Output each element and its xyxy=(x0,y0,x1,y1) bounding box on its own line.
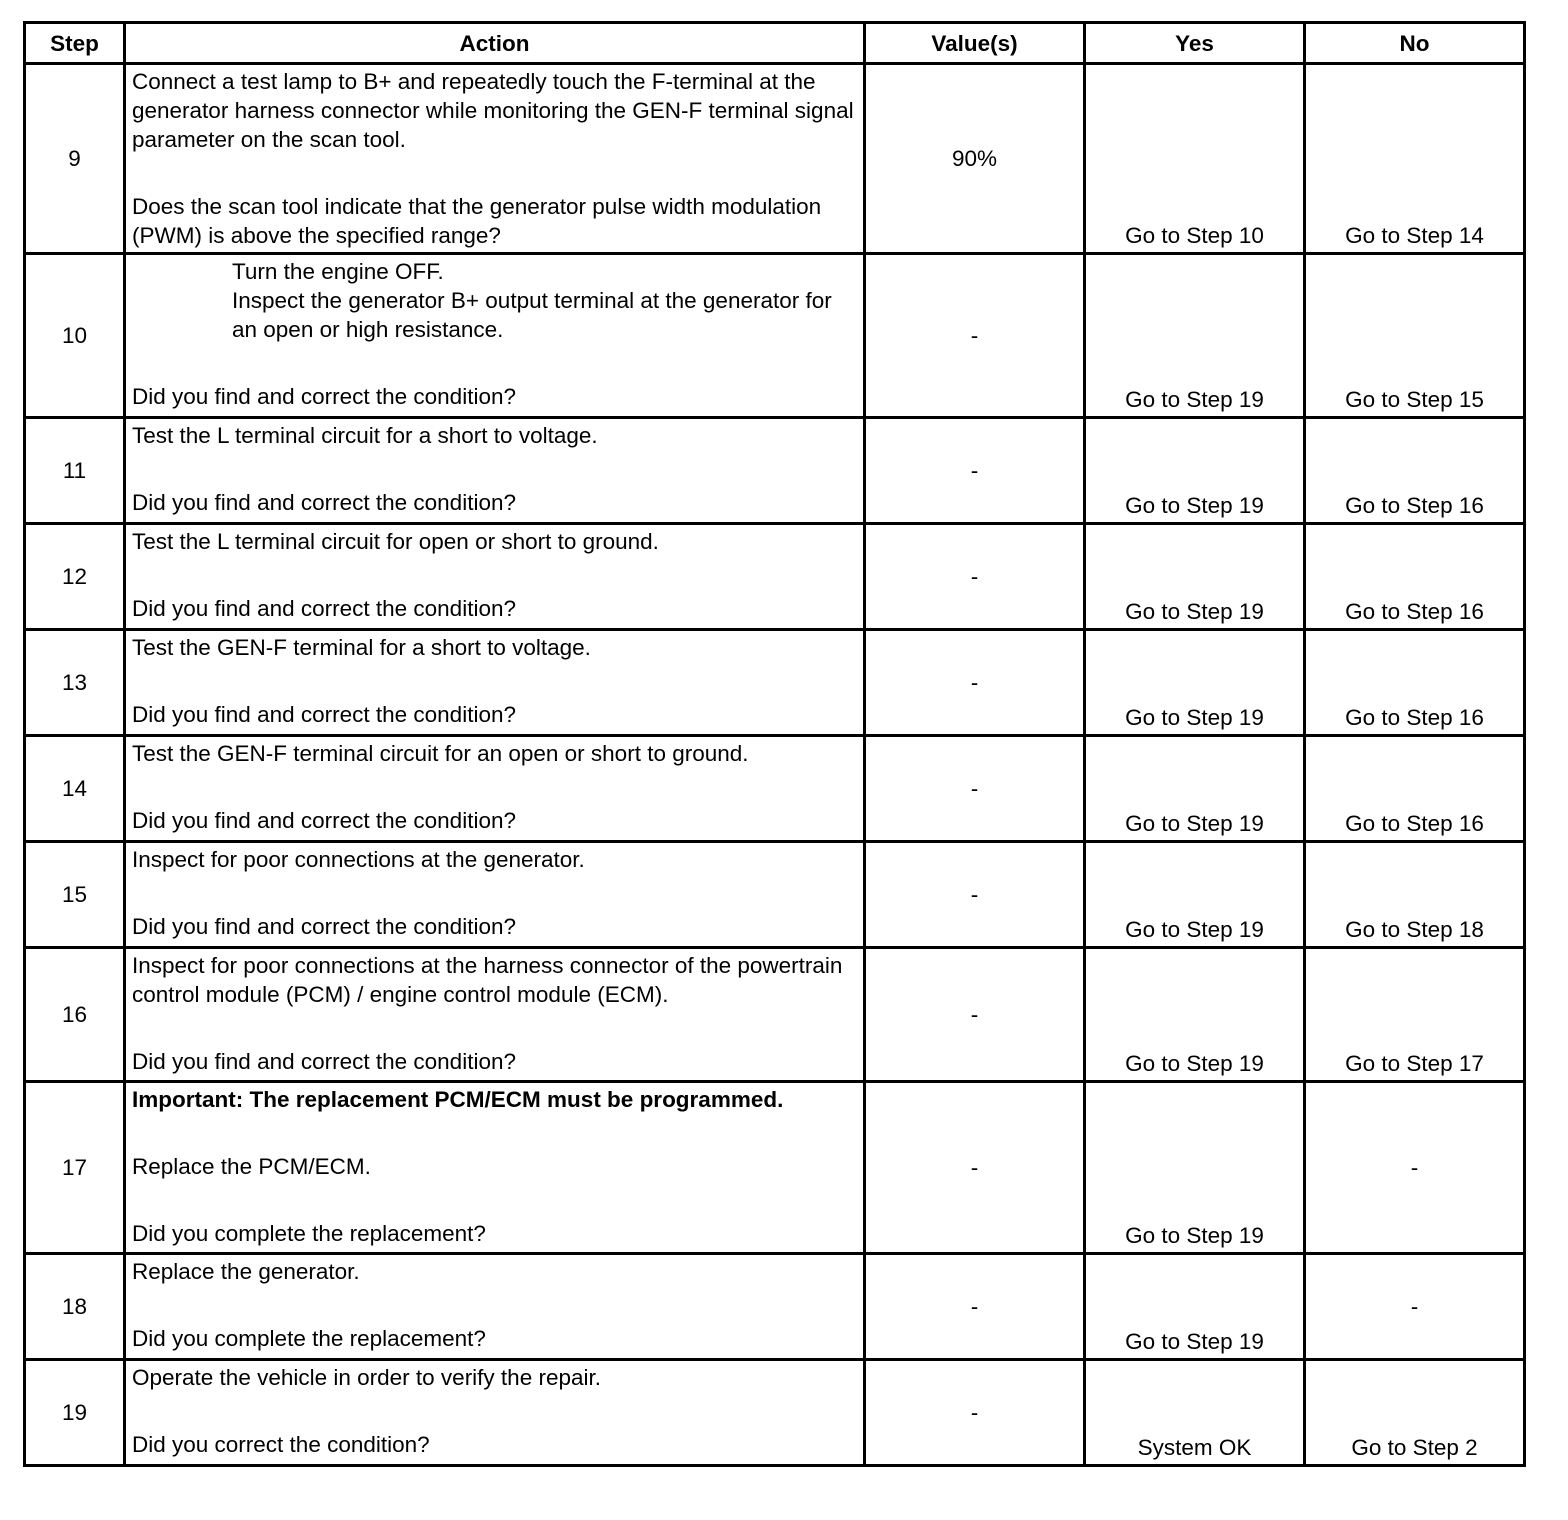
table-row xyxy=(25,254,1525,418)
table-row xyxy=(25,1254,1525,1360)
table-row xyxy=(25,842,1525,948)
no-cell: Go to Step 16 xyxy=(1305,630,1525,736)
yes-cell: Go to Step 19 xyxy=(1085,842,1305,948)
no-cell: Go to Step 16 xyxy=(1305,736,1525,842)
values-cell: - xyxy=(865,254,1085,418)
step-number: 9 xyxy=(25,64,125,254)
yes-cell: System OK xyxy=(1085,1360,1305,1466)
values-cell: - xyxy=(865,842,1085,948)
values-cell: - xyxy=(865,1082,1085,1254)
yes-cell: Go to Step 19 xyxy=(1085,736,1305,842)
spacer xyxy=(132,1181,857,1219)
table-row xyxy=(25,1082,1525,1254)
action-question: Does the scan tool indicate that the generator pulse width modulation (PWM) is above the specified range? xyxy=(132,194,822,248)
step-number: 19 xyxy=(25,1360,125,1466)
action-text: Replace the generator. xyxy=(132,1259,360,1284)
action-question: Did you find and correct the condition? xyxy=(132,702,516,727)
action-question: Did you complete the replacement? xyxy=(132,1221,486,1246)
step-number: 11 xyxy=(25,418,125,524)
header-step: Step xyxy=(25,23,125,64)
action-cell xyxy=(125,64,865,254)
values-cell: - xyxy=(865,630,1085,736)
spacer xyxy=(132,154,857,192)
step-number: 13 xyxy=(25,630,125,736)
spacer xyxy=(132,1009,857,1047)
header-values: Value(s) xyxy=(865,23,1085,64)
action-text: Inspect for poor connections at the generator. xyxy=(132,847,585,872)
header-no: No xyxy=(1305,23,1525,64)
table-row xyxy=(25,524,1525,630)
no-cell: - xyxy=(1305,1254,1525,1360)
spacer xyxy=(132,556,857,594)
table-row xyxy=(25,1360,1525,1466)
no-cell: Go to Step 14 xyxy=(1305,64,1525,254)
table-row xyxy=(25,736,1525,842)
values-cell: - xyxy=(865,524,1085,630)
action-cell xyxy=(125,1254,865,1360)
yes-cell: Go to Step 19 xyxy=(1085,418,1305,524)
action-cell xyxy=(125,524,865,630)
no-cell: Go to Step 2 xyxy=(1305,1360,1525,1466)
no-cell: Go to Step 16 xyxy=(1305,524,1525,630)
spacer xyxy=(132,1114,857,1152)
action-cell xyxy=(125,1360,865,1466)
no-cell: Go to Step 17 xyxy=(1305,948,1525,1082)
table-row xyxy=(25,948,1525,1082)
action-cell xyxy=(125,630,865,736)
spacer xyxy=(132,662,857,700)
no-cell: Go to Step 18 xyxy=(1305,842,1525,948)
yes-cell: Go to Step 10 xyxy=(1085,64,1305,254)
important-note: Important: The replacement PCM/ECM must be programmed. xyxy=(132,1087,784,1112)
spacer xyxy=(132,1392,857,1430)
action-cell xyxy=(125,1082,865,1254)
table-row xyxy=(25,418,1525,524)
action-text: Replace the PCM/ECM. xyxy=(132,1154,371,1179)
action-text: Inspect for poor connections at the harness connector of the powertrain control module (PCM) / engine control module (ECM). xyxy=(132,953,843,1007)
action-text: Inspect the generator B+ output terminal at the generator for an open or high resistance. xyxy=(232,288,832,342)
action-question: Did you correct the condition? xyxy=(132,1432,430,1457)
action-question: Did you find and correct the condition? xyxy=(132,490,516,515)
no-cell: - xyxy=(1305,1082,1525,1254)
yes-cell: Go to Step 19 xyxy=(1085,254,1305,418)
yes-cell: Go to Step 19 xyxy=(1085,630,1305,736)
yes-cell: Go to Step 19 xyxy=(1085,524,1305,630)
spacer xyxy=(132,1286,857,1324)
step-number: 16 xyxy=(25,948,125,1082)
action-text: Operate the vehicle in order to verify the repair. xyxy=(132,1365,601,1390)
action-text: Test the GEN-F terminal circuit for an open or short to ground. xyxy=(132,741,749,766)
action-cell xyxy=(125,736,865,842)
action-text: Turn the engine OFF. xyxy=(232,259,444,284)
action-text: Test the GEN-F terminal for a short to voltage. xyxy=(132,635,591,660)
header-yes: Yes xyxy=(1085,23,1305,64)
step-number: 14 xyxy=(25,736,125,842)
step-number: 18 xyxy=(25,1254,125,1360)
values-cell: - xyxy=(865,1360,1085,1466)
yes-cell: Go to Step 19 xyxy=(1085,948,1305,1082)
action-question: Did you find and correct the condition? xyxy=(132,596,516,621)
action-question: Did you find and correct the condition? xyxy=(132,1049,516,1074)
header-row xyxy=(25,23,1525,64)
action-cell xyxy=(125,842,865,948)
step-number: 12 xyxy=(25,524,125,630)
action-cell xyxy=(125,948,865,1082)
spacer xyxy=(132,768,857,806)
values-cell: - xyxy=(865,418,1085,524)
action-text: Test the L terminal circuit for a short to voltage. xyxy=(132,423,598,448)
yes-cell: Go to Step 19 xyxy=(1085,1254,1305,1360)
action-question: Did you find and correct the condition? xyxy=(132,914,516,939)
action-question: Did you find and correct the condition? xyxy=(132,384,516,409)
action-cell xyxy=(125,254,865,418)
action-cell xyxy=(125,418,865,524)
values-cell: 90% xyxy=(865,64,1085,254)
spacer xyxy=(132,450,857,488)
step-number: 10 xyxy=(25,254,125,418)
step-number: 15 xyxy=(25,842,125,948)
values-cell: - xyxy=(865,1254,1085,1360)
spacer xyxy=(132,874,857,912)
table-row xyxy=(25,630,1525,736)
no-cell: Go to Step 16 xyxy=(1305,418,1525,524)
step-number: 17 xyxy=(25,1082,125,1254)
yes-cell: Go to Step 19 xyxy=(1085,1082,1305,1254)
diagnostic-table xyxy=(23,21,1526,1467)
action-question: Did you complete the replacement? xyxy=(132,1326,486,1351)
no-cell: Go to Step 15 xyxy=(1305,254,1525,418)
spacer xyxy=(132,344,857,382)
action-question: Did you find and correct the condition? xyxy=(132,808,516,833)
header-action: Action xyxy=(125,23,865,64)
values-cell: - xyxy=(865,948,1085,1082)
action-text: Connect a test lamp to B+ and repeatedly touch the F-terminal at the generator harness connector while monitoring the GEN-F terminal signal parameter on the scan tool. xyxy=(132,69,854,152)
table-row xyxy=(25,64,1525,254)
values-cell: - xyxy=(865,736,1085,842)
action-text: Test the L terminal circuit for open or short to ground. xyxy=(132,529,659,554)
